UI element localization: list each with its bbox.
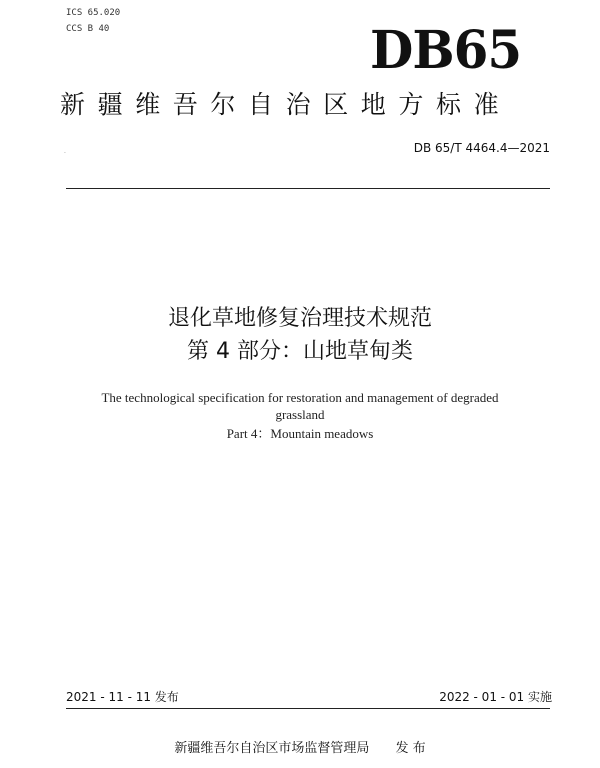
english-part-title: Part 4：Mountain meadows (226, 426, 374, 441)
issuing-authority: 新疆维吾尔自治区市场监督管理局 (174, 741, 370, 756)
english-title-line-1: The technological specification for restoration and management of degraded (101, 390, 499, 405)
ccs-code: CCS B 40 (66, 24, 110, 34)
document-part-title: 第 4 部分：山地草甸类 (187, 339, 413, 364)
publish-action: 发 布 (395, 741, 426, 756)
top-divider (66, 188, 550, 189)
standard-logo: DB65 (370, 18, 522, 81)
publisher-line (150, 740, 450, 758)
english-title-line-2: grassland (275, 407, 325, 422)
standard-number: DB 65/T 4464.4—2021 (413, 141, 550, 155)
ics-code: ICS 65.020 (66, 8, 121, 18)
bottom-divider (66, 708, 550, 709)
scan-speck: · (64, 150, 66, 157)
standard-type-heading: 新疆维吾尔自治区地方标准 (60, 90, 512, 119)
document-title: 退化草地修复治理技术规范 (167, 306, 432, 331)
issue-date: 2021 - 11 - 11 发布 (66, 690, 179, 704)
implementation-date: 2022 - 01 - 01 实施 (439, 690, 552, 704)
